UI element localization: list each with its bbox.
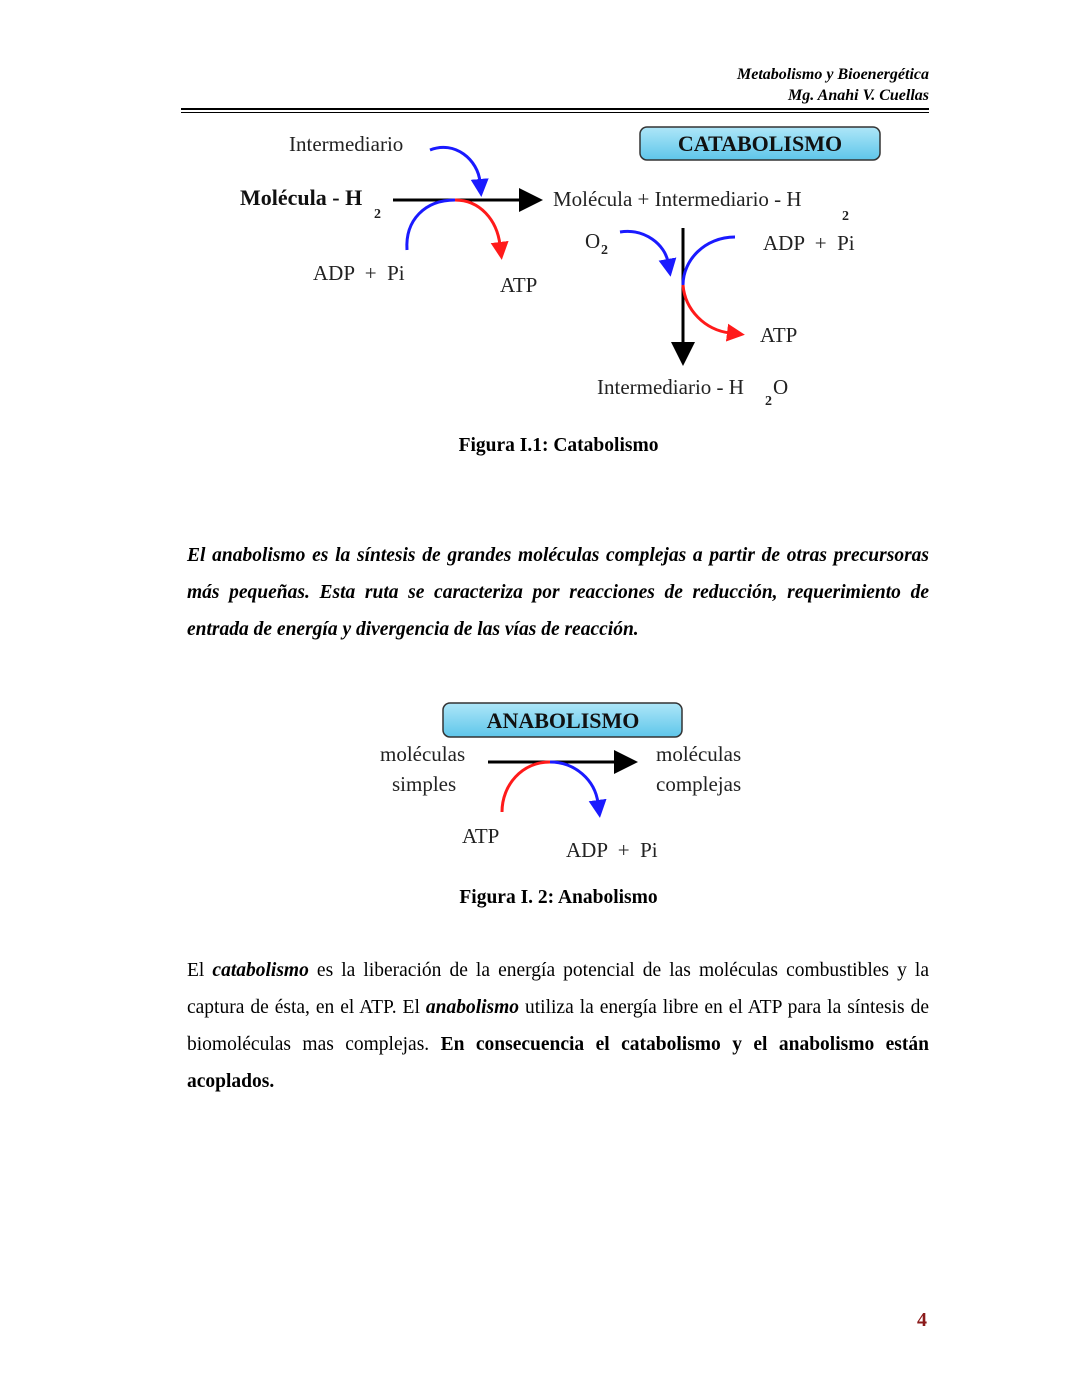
label-adp-pi-2: ADP + Pi xyxy=(763,231,855,255)
red-arrow-2 xyxy=(683,285,730,333)
label-moleculas-right: moléculas xyxy=(656,742,742,766)
figure1-caption: Figura I.1: Catabolismo xyxy=(458,435,659,456)
text: El xyxy=(187,960,213,981)
label-o2: O xyxy=(585,229,601,253)
blue-arrow xyxy=(550,762,598,803)
red-arrow xyxy=(455,200,500,245)
label-complejas: complejas xyxy=(656,772,742,796)
blue-curve-2 xyxy=(683,237,735,285)
blue-curve xyxy=(407,200,455,250)
label-final: Intermediario - H xyxy=(597,375,744,399)
page-number: 4 xyxy=(917,1309,927,1331)
label-molecula-h2: Molécula - H xyxy=(240,185,363,210)
catabolismo-title: CATABOLISMO xyxy=(677,131,843,156)
label-product: Molécula + Intermediario - H xyxy=(553,187,802,211)
subscript: 2 xyxy=(601,243,608,258)
subscript: 2 xyxy=(765,394,772,409)
label-intermediario: Intermediario xyxy=(289,132,404,156)
blue-arrow-o2 xyxy=(620,231,668,262)
subscript: 2 xyxy=(374,207,381,222)
label-simples: simples xyxy=(392,772,457,796)
header-author: Mg. Anahi V. Cuellas xyxy=(788,87,929,104)
label-adp-pi: ADP + Pi xyxy=(566,838,658,862)
subscript: 2 xyxy=(842,209,849,224)
term-anabolismo: anabolismo xyxy=(425,997,520,1018)
label-atp: ATP xyxy=(462,824,500,848)
label-adp-pi: ADP + Pi xyxy=(313,261,405,285)
figure-catabolismo xyxy=(240,127,880,409)
paragraph-coupling xyxy=(187,952,929,1100)
paragraph-anabolismo: El anabolismo es la síntesis de grandes moléculas complejas a partir de otras precursoras más pequeñas. Esta ruta se caracteriza por reacciones de reducción, requerimiento de entrada de energía y divergencia de las vías de reacción. xyxy=(187,545,929,640)
text: utiliza la energía libre en el ATP para la síntesis de biomoléculas mas complejas. xyxy=(187,997,929,1055)
text: es la liberación de la energía potencial de las moléculas combustibles y la captura de ésta, en el ATP. El xyxy=(187,960,929,1018)
figure-anabolismo xyxy=(380,703,741,862)
label-final-o: O xyxy=(773,375,789,399)
label-moleculas-left: moléculas xyxy=(380,742,466,766)
figure2-caption: Figura I. 2: Anabolismo xyxy=(459,887,658,908)
red-curve xyxy=(502,762,550,812)
blue-arrow xyxy=(430,147,480,182)
header-title: Metabolismo y Bioenergética xyxy=(737,66,929,83)
term-catabolismo: catabolismo xyxy=(212,960,309,981)
conclusion: En consecuencia el catabolismo y el anabolismo están acoplados. xyxy=(187,1034,929,1092)
anabolismo-title: ANABOLISMO xyxy=(486,708,640,733)
label-atp: ATP xyxy=(500,273,538,297)
label-atp-2: ATP xyxy=(760,323,798,347)
